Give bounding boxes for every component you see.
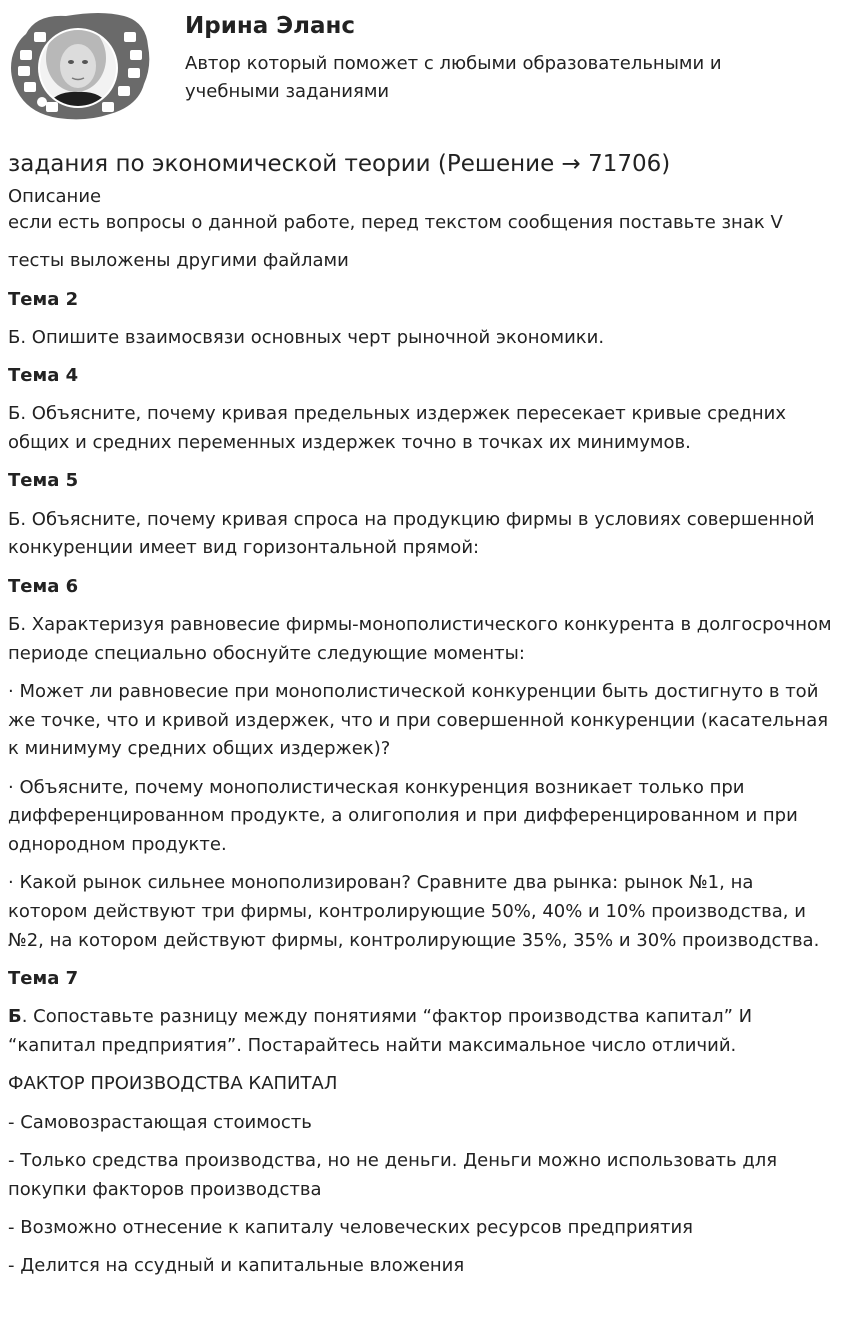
author-description: Автор который поможет с любыми образовательными и учебными заданиями — [185, 53, 722, 102]
task-paragraph: Б. Характеризуя равновесие фирмы-монополистического конкурента в долгосрочном периоде специально обоснуйте следующие моменты: — [8, 614, 832, 664]
task-bullet: · Объясните, почему монополистическая конкуренция возникает только при дифференцированном продукте, а олигополия и при дифференцированном и при однородном продукте. — [8, 776, 798, 856]
task-paragraph: Б. Объясните, почему кривая предельных издержек пересекает кривые средних общих и средних переменных издержек точно в точках их минимумов. — [8, 403, 787, 454]
factor-item: - Возможно отнесение к капиталу человеческих ресурсов предприятия — [8, 1217, 694, 1239]
topic-heading: Тема 7 — [8, 968, 79, 990]
film-reel-avatar-icon — [6, 6, 152, 126]
document-body — [8, 148, 838, 1291]
task-bullet: · Может ли равновесие при монополистической конкуренции быть достигнуто в той же точке, что и кривой издержек, что и при совершенной конкуренции (касательная к минимуму средних общих издержек)? — [8, 681, 829, 760]
author-avatar[interactable] — [6, 6, 152, 126]
factor-item: - Делится на ссудный и капитальные вложения — [8, 1255, 465, 1277]
note-paragraph: тесты выложены другими файлами — [8, 250, 349, 272]
note-paragraph: если есть вопросы о данной работе, перед текстом сообщения поставьте знак V — [8, 212, 783, 233]
factor-item: - Только средства производства, но не деньги. Деньги можно использовать для покупки факторов производства — [8, 1150, 778, 1200]
task-paragraph: Б. Опишите взаимосвязи основных черт рыночной экономики. — [8, 326, 605, 348]
factor-heading: ФАКТОР ПРОИЗВОДСТВА КАПИТАЛ — [8, 1073, 338, 1095]
task-letter: Б — [8, 1006, 22, 1028]
task-paragraph — [8, 1003, 838, 1060]
task-text: . Сопоставьте разницу между понятиями “фактор производства капитал” И “капитал предприятия”. Постарайтесь найти максимальное число отличий. — [8, 1006, 753, 1057]
task-paragraph: Б. Объясните, почему кривая спроса на продукцию фирмы в условиях совершенной конкуренции имеет вид горизонтальной прямой: — [8, 508, 815, 559]
topic-heading: Тема 2 — [8, 288, 79, 310]
page-title: задания по экономической теории (Решение → 71706) — [8, 151, 671, 177]
author-name[interactable]: Ирина Эланс — [185, 13, 356, 39]
author-card — [0, 0, 847, 140]
task-bullet: · Какой рынок сильнее монополизирован? Сравните два рынка: рынок №1, на котором действуют три фирмы, контролирующие 50%, 40% и 10% производства, и №2, на котором действуют фирмы, контролирующие 35%, 35% и 30% производства. — [8, 872, 820, 951]
factor-item: - Самовозрастающая стоимость — [8, 1111, 312, 1133]
topic-heading: Тема 6 — [8, 575, 79, 597]
description-label: Описание — [8, 186, 102, 207]
topic-heading: Тема 4 — [8, 365, 79, 387]
topic-heading: Тема 5 — [8, 470, 79, 492]
